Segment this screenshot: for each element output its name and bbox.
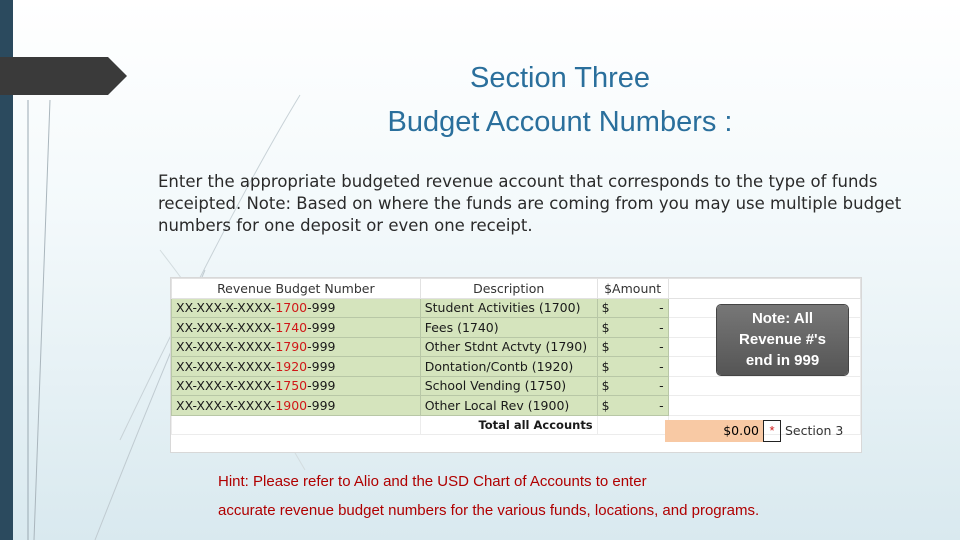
slide-title [290, 56, 830, 144]
empty-cell [668, 279, 860, 299]
note-line-1: Note: All [751, 310, 814, 327]
currency-symbol: $ [601, 358, 610, 374]
description-cell: School Vending (1750) [420, 376, 597, 396]
note-line-3: end in 999 [745, 352, 820, 369]
amount-value: - [659, 397, 664, 413]
account-suffix: -999 [307, 300, 336, 316]
description-cell: Dontation/Contb (1920) [420, 357, 597, 377]
title-line-2: Budget Account Numbers : [387, 106, 733, 138]
amount-value: - [659, 339, 664, 355]
account-number-cell [172, 298, 421, 318]
amount-value: - [659, 319, 664, 335]
section-label: Section 3 [785, 423, 844, 438]
account-suffix: -999 [307, 319, 336, 335]
hint-line-2: accurate revenue budget numbers for the various funds, locations, and programs. [218, 502, 760, 519]
description-cell: Student Activities (1700) [420, 298, 597, 318]
note-line-2: Revenue #'s [739, 331, 826, 348]
account-suffix: -999 [307, 378, 336, 394]
currency-symbol: $ [601, 300, 610, 316]
account-number-cell [172, 337, 421, 357]
empty-cell [172, 415, 421, 435]
account-number-cell [172, 318, 421, 338]
account-number-cell [172, 396, 421, 416]
currency-symbol: $ [601, 397, 610, 413]
table-header-row [172, 279, 861, 299]
account-code: 1700 [275, 300, 308, 316]
title-line-1: Section Three [469, 62, 651, 94]
total-value: $0.00 [665, 420, 763, 442]
header-description: Description [420, 279, 597, 299]
total-label: Total all Accounts [420, 415, 597, 435]
table-row [172, 376, 861, 396]
currency-symbol: $ [601, 378, 610, 394]
amount-cell [597, 376, 668, 396]
currency-symbol: $ [601, 319, 610, 335]
account-prefix: XX-XXX-X-XXXX- [176, 378, 276, 394]
total-marker: * [763, 420, 781, 442]
amount-cell [597, 318, 668, 338]
account-code: 1790 [275, 339, 308, 355]
header-amount: $Amount [597, 279, 668, 299]
account-prefix: XX-XXX-X-XXXX- [176, 339, 276, 355]
note-callout [717, 305, 848, 375]
currency-symbol: $ [601, 339, 610, 355]
description-cell: Other Stdnt Actvty (1790) [420, 337, 597, 357]
account-code: 1920 [275, 358, 308, 374]
amount-value: - [659, 378, 664, 394]
amount-cell [597, 357, 668, 377]
account-code: 1750 [275, 378, 308, 394]
amount-cell [597, 396, 668, 416]
amount-cell [597, 337, 668, 357]
account-code: 1740 [275, 319, 308, 335]
empty-cell [668, 396, 860, 416]
amount-cell [597, 298, 668, 318]
account-suffix: -999 [307, 358, 336, 374]
account-suffix: -999 [307, 397, 336, 413]
account-prefix: XX-XXX-X-XXXX- [176, 319, 276, 335]
account-number-cell [172, 357, 421, 377]
table-row [172, 396, 861, 416]
empty-cell [668, 376, 860, 396]
account-prefix: XX-XXX-X-XXXX- [176, 358, 276, 374]
hint-line-1: Hint: Please refer to Alio and the USD Chart of Accounts to enter [218, 473, 647, 490]
description-cell: Fees (1740) [420, 318, 597, 338]
account-number-cell [172, 376, 421, 396]
account-suffix: -999 [307, 339, 336, 355]
amount-value: - [659, 358, 664, 374]
account-prefix: XX-XXX-X-XXXX- [176, 397, 276, 413]
instruction-text: Enter the appropriate budgeted revenue account that corresponds to the type of funds receipted. Note: Based on where the funds are coming from you may use multiple budget numbers for one deposit or even one receipt. [158, 172, 902, 235]
description-cell: Other Local Rev (1900) [420, 396, 597, 416]
arrow-tab-shape [0, 57, 127, 95]
header-revenue-budget-number: Revenue Budget Number [172, 279, 421, 299]
empty-cell [597, 415, 668, 435]
account-code: 1900 [275, 397, 308, 413]
account-prefix: XX-XXX-X-XXXX- [176, 300, 276, 316]
amount-value: - [659, 300, 664, 316]
